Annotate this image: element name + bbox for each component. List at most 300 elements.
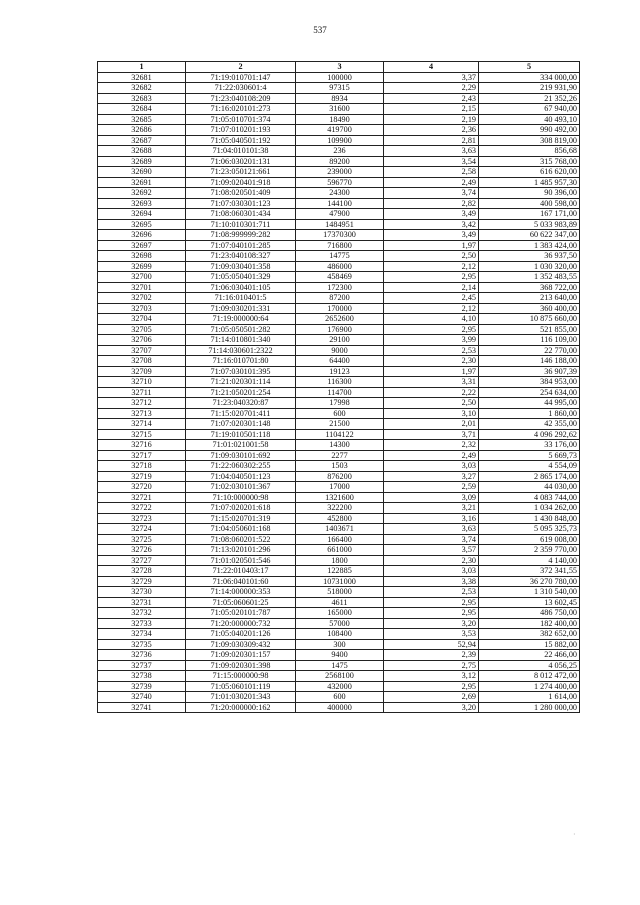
area-value-cell: 2568100: [296, 671, 384, 682]
cadastral-number-cell: 71:05:050501:282: [186, 324, 296, 335]
specific-index-cell: 2,29: [384, 83, 479, 94]
record-number-cell: 32735: [98, 639, 186, 650]
area-value-cell: 1104122: [296, 429, 384, 440]
record-number-cell: 32687: [98, 135, 186, 146]
specific-index-cell: 2,69: [384, 692, 479, 703]
cadastral-number-cell: 71:05:060101:119: [186, 681, 296, 692]
table-row: [98, 555, 580, 566]
specific-index-cell: 2,14: [384, 282, 479, 293]
area-value-cell: 116300: [296, 377, 384, 388]
cadastral-number-cell: 71:20:000000:732: [186, 618, 296, 629]
table-row: [98, 429, 580, 440]
record-number-cell: 32708: [98, 356, 186, 367]
record-number-cell: 32733: [98, 618, 186, 629]
cadastral-value-cell: 182 400,00: [479, 618, 580, 629]
table-row: [98, 272, 580, 283]
cadastral-number-cell: 71:07:020301:148: [186, 419, 296, 430]
cadastral-number-cell: 71:09:020401:918: [186, 177, 296, 188]
specific-index-cell: 3,74: [384, 188, 479, 199]
record-number-cell: 32688: [98, 146, 186, 157]
table-row: [98, 156, 580, 167]
area-value-cell: 432000: [296, 681, 384, 692]
area-value-cell: 170000: [296, 303, 384, 314]
cadastral-value-cell: 254 634,00: [479, 387, 580, 398]
cadastral-value-cell: 33 176,00: [479, 440, 580, 451]
cadastral-number-cell: 71:05:040201:126: [186, 629, 296, 640]
cadastral-number-cell: 71:23:040108:327: [186, 251, 296, 262]
specific-index-cell: 3,09: [384, 492, 479, 503]
specific-index-cell: 3,12: [384, 671, 479, 682]
table-row: [98, 198, 580, 209]
area-value-cell: 8934: [296, 93, 384, 104]
area-value-cell: 876200: [296, 471, 384, 482]
record-number-cell: 32682: [98, 83, 186, 94]
table-row: [98, 482, 580, 493]
specific-index-cell: 3,38: [384, 576, 479, 587]
cadastral-value-cell: 36 907,39: [479, 366, 580, 377]
specific-index-cell: 3,10: [384, 408, 479, 419]
table-row: [98, 135, 580, 146]
cadastral-number-cell: 71:01:021001:58: [186, 440, 296, 451]
cadastral-value-cell: 372 341,55: [479, 566, 580, 577]
table-row: [98, 450, 580, 461]
table-row: [98, 534, 580, 545]
area-value-cell: 17370300: [296, 230, 384, 241]
cadastral-number-cell: 71:21:050201:254: [186, 387, 296, 398]
cadastral-value-cell: 13 602,45: [479, 597, 580, 608]
record-number-cell: 32732: [98, 608, 186, 619]
cadastral-value-cell: 36 270 780,00: [479, 576, 580, 587]
record-number-cell: 32695: [98, 219, 186, 230]
cadastral-value-cell: 213 640,00: [479, 293, 580, 304]
specific-index-cell: 2,95: [384, 324, 479, 335]
area-value-cell: 419700: [296, 125, 384, 136]
cadastral-value-cell: 22 466,00: [479, 650, 580, 661]
cadastral-number-cell: 71:01:020501:546: [186, 555, 296, 566]
record-number-cell: 32681: [98, 72, 186, 83]
cadastral-value-cell: 2 359 770,00: [479, 545, 580, 556]
cadastral-number-cell: 71:02:030101:367: [186, 482, 296, 493]
record-number-cell: 32702: [98, 293, 186, 304]
specific-index-cell: 3,74: [384, 534, 479, 545]
area-value-cell: 24300: [296, 188, 384, 199]
cadastral-value-cell: 990 492,00: [479, 125, 580, 136]
table-row: [98, 681, 580, 692]
specific-index-cell: 2,43: [384, 93, 479, 104]
cadastral-value-cell: 21 352,26: [479, 93, 580, 104]
record-number-cell: 32714: [98, 419, 186, 430]
header-col-4: 4: [384, 62, 479, 73]
cadastral-value-cell: 400 598,00: [479, 198, 580, 209]
area-value-cell: 29100: [296, 335, 384, 346]
specific-index-cell: 2,58: [384, 167, 479, 178]
cadastral-value-cell: 42 355,00: [479, 419, 580, 430]
record-number-cell: 32711: [98, 387, 186, 398]
record-number-cell: 32696: [98, 230, 186, 241]
cadastral-number-cell: 71:16:010401:5: [186, 293, 296, 304]
cadastral-value-cell: 1 860,00: [479, 408, 580, 419]
specific-index-cell: 2,45: [384, 293, 479, 304]
table-row: [98, 587, 580, 598]
area-value-cell: 452800: [296, 513, 384, 524]
cadastral-number-cell: 71:09:020301:157: [186, 650, 296, 661]
area-value-cell: 122885: [296, 566, 384, 577]
specific-index-cell: 1,97: [384, 366, 479, 377]
cadastral-number-cell: 71:04:040501:123: [186, 471, 296, 482]
record-number-cell: 32712: [98, 398, 186, 409]
table-row: [98, 702, 580, 713]
table-row: [98, 492, 580, 503]
cadastral-value-cell: 1 034 262,00: [479, 503, 580, 514]
area-value-cell: 166400: [296, 534, 384, 545]
table-row: [98, 356, 580, 367]
area-value-cell: 87200: [296, 293, 384, 304]
cadastral-number-cell: 71:15:000000:98: [186, 671, 296, 682]
area-value-cell: 165000: [296, 608, 384, 619]
specific-index-cell: 2,12: [384, 261, 479, 272]
cadastral-number-cell: 71:08:060201:522: [186, 534, 296, 545]
specific-index-cell: 2,59: [384, 482, 479, 493]
specific-index-cell: 2,30: [384, 555, 479, 566]
specific-index-cell: 3,42: [384, 219, 479, 230]
record-number-cell: 32722: [98, 503, 186, 514]
specific-index-cell: 3,49: [384, 209, 479, 220]
cadastral-number-cell: 71:22:030601:4: [186, 83, 296, 94]
cadastral-number-cell: 71:19:000000:64: [186, 314, 296, 325]
record-number-cell: 32736: [98, 650, 186, 661]
table-row: [98, 240, 580, 251]
cadastral-number-cell: 71:19:010501:118: [186, 429, 296, 440]
specific-index-cell: 2,53: [384, 587, 479, 598]
cadastral-value-cell: 44 995,00: [479, 398, 580, 409]
record-number-cell: 32731: [98, 597, 186, 608]
table-row: [98, 629, 580, 640]
record-number-cell: 32701: [98, 282, 186, 293]
record-number-cell: 32715: [98, 429, 186, 440]
cadastral-number-cell: 71:15:020701:319: [186, 513, 296, 524]
cadastral-number-cell: 71:09:030309:432: [186, 639, 296, 650]
cadastral-value-cell: 368 722,00: [479, 282, 580, 293]
cadastral-value-cell: 1 352 483,55: [479, 272, 580, 283]
table-row: [98, 576, 580, 587]
area-value-cell: 18490: [296, 114, 384, 125]
cadastral-value-cell: 146 188,00: [479, 356, 580, 367]
specific-index-cell: 2,39: [384, 650, 479, 661]
specific-index-cell: 2,49: [384, 450, 479, 461]
record-number-cell: 32703: [98, 303, 186, 314]
record-number-cell: 32734: [98, 629, 186, 640]
margin-mark: ·: [573, 830, 576, 839]
table-row: [98, 692, 580, 703]
area-value-cell: 144100: [296, 198, 384, 209]
area-value-cell: 518000: [296, 587, 384, 598]
cadastral-value-cell: 5 669,73: [479, 450, 580, 461]
record-number-cell: 32728: [98, 566, 186, 577]
specific-index-cell: 3,71: [384, 429, 479, 440]
record-number-cell: 32706: [98, 335, 186, 346]
cadastral-number-cell: 71:16:010701:80: [186, 356, 296, 367]
cadastral-value-cell: 116 109,00: [479, 335, 580, 346]
table-row: [98, 146, 580, 157]
specific-index-cell: 2,19: [384, 114, 479, 125]
cadastral-number-cell: 71:19:010701:147: [186, 72, 296, 83]
cadastral-number-cell: 71:05:010701:374: [186, 114, 296, 125]
table-row: [98, 251, 580, 262]
cadastral-number-cell: 71:23:040108:209: [186, 93, 296, 104]
cadastral-number-cell: 71:07:030101:395: [186, 366, 296, 377]
record-number-cell: 32725: [98, 534, 186, 545]
area-value-cell: 1403671: [296, 524, 384, 535]
area-value-cell: 600: [296, 692, 384, 703]
cadastral-number-cell: 71:07:020201:618: [186, 503, 296, 514]
cadastral-value-cell: 308 819,00: [479, 135, 580, 146]
record-number-cell: 32720: [98, 482, 186, 493]
cadastral-value-cell: 8 012 472,00: [479, 671, 580, 682]
header-col-5: 5: [479, 62, 580, 73]
area-value-cell: 1321600: [296, 492, 384, 503]
table-row: [98, 660, 580, 671]
specific-index-cell: 2,32: [384, 440, 479, 451]
record-number-cell: 32737: [98, 660, 186, 671]
cadastral-value-cell: 167 171,00: [479, 209, 580, 220]
page-number: 537: [313, 25, 327, 35]
table-row: [98, 639, 580, 650]
specific-index-cell: 2,50: [384, 398, 479, 409]
cadastral-number-cell: 71:08:020501:409: [186, 188, 296, 199]
record-number-cell: 32710: [98, 377, 186, 388]
area-value-cell: 14775: [296, 251, 384, 262]
cadastral-value-cell: 10 875 660,00: [479, 314, 580, 325]
cadastral-value-cell: 1 485 957,30: [479, 177, 580, 188]
cadastral-number-cell: 71:08:999999:282: [186, 230, 296, 241]
record-number-cell: 32740: [98, 692, 186, 703]
table-row: [98, 503, 580, 514]
cadastral-value-cell: 40 493,10: [479, 114, 580, 125]
header-row: [98, 62, 580, 73]
cadastral-value-cell: 334 000,00: [479, 72, 580, 83]
specific-index-cell: 3,03: [384, 461, 479, 472]
area-value-cell: 176900: [296, 324, 384, 335]
specific-index-cell: 2,22: [384, 387, 479, 398]
specific-index-cell: 52,94: [384, 639, 479, 650]
table-row: [98, 408, 580, 419]
area-value-cell: 1475: [296, 660, 384, 671]
area-value-cell: 9000: [296, 345, 384, 356]
cadastral-number-cell: 71:01:030201:343: [186, 692, 296, 703]
cadastral-value-cell: 1 274 400,00: [479, 681, 580, 692]
table-row: [98, 261, 580, 272]
specific-index-cell: 2,12: [384, 303, 479, 314]
area-value-cell: 21500: [296, 419, 384, 430]
record-number-cell: 32718: [98, 461, 186, 472]
area-value-cell: 1800: [296, 555, 384, 566]
record-number-cell: 32721: [98, 492, 186, 503]
table-row: [98, 440, 580, 451]
table-row: [98, 104, 580, 115]
specific-index-cell: 3,57: [384, 545, 479, 556]
table-row: [98, 209, 580, 220]
record-number-cell: 32738: [98, 671, 186, 682]
cadastral-value-cell: 619 008,00: [479, 534, 580, 545]
area-value-cell: 239000: [296, 167, 384, 178]
cadastral-number-cell: 71:06:030401:105: [186, 282, 296, 293]
table-header: [98, 62, 580, 73]
specific-index-cell: 3,63: [384, 524, 479, 535]
table-row: [98, 335, 580, 346]
cadastral-value-cell: 315 768,00: [479, 156, 580, 167]
table-row: [98, 608, 580, 619]
record-number-cell: 32724: [98, 524, 186, 535]
cadastral-value-cell: 1 310 540,00: [479, 587, 580, 598]
area-value-cell: 4611: [296, 597, 384, 608]
table-row: [98, 114, 580, 125]
specific-index-cell: 3,20: [384, 618, 479, 629]
record-number-cell: 32719: [98, 471, 186, 482]
cadastral-number-cell: 71:05:050401:329: [186, 272, 296, 283]
area-value-cell: 596770: [296, 177, 384, 188]
cadastral-number-cell: 71:10:000000:98: [186, 492, 296, 503]
cadastral-value-cell: 219 931,90: [479, 83, 580, 94]
cadastral-value-cell: 4 056,25: [479, 660, 580, 671]
table-row: [98, 671, 580, 682]
cadastral-value-cell: 382 652,00: [479, 629, 580, 640]
table-row: [98, 188, 580, 199]
specific-index-cell: 3,63: [384, 146, 479, 157]
cadastral-number-cell: 71:13:020101:296: [186, 545, 296, 556]
specific-index-cell: 2,01: [384, 419, 479, 430]
record-number-cell: 32729: [98, 576, 186, 587]
table-row: [98, 282, 580, 293]
table-row: [98, 314, 580, 325]
area-value-cell: 172300: [296, 282, 384, 293]
cadastral-value-cell: 67 940,00: [479, 104, 580, 115]
record-number-cell: 32694: [98, 209, 186, 220]
area-value-cell: 89200: [296, 156, 384, 167]
specific-index-cell: 2,95: [384, 597, 479, 608]
cadastral-number-cell: 71:23:040320:87: [186, 398, 296, 409]
record-number-cell: 32691: [98, 177, 186, 188]
record-number-cell: 32699: [98, 261, 186, 272]
area-value-cell: 300: [296, 639, 384, 650]
table-row: [98, 230, 580, 241]
cadastral-value-cell: 486 750,00: [479, 608, 580, 619]
specific-index-cell: 2,36: [384, 125, 479, 136]
area-value-cell: 2652600: [296, 314, 384, 325]
cadastral-number-cell: 71:22:060302:255: [186, 461, 296, 472]
table-row: [98, 398, 580, 409]
specific-index-cell: 3,20: [384, 702, 479, 713]
specific-index-cell: 2,82: [384, 198, 479, 209]
specific-index-cell: 3,99: [384, 335, 479, 346]
table-row: [98, 293, 580, 304]
cadastral-value-table: [97, 61, 580, 713]
area-value-cell: 458469: [296, 272, 384, 283]
cadastral-number-cell: 71:14:000000:353: [186, 587, 296, 598]
specific-index-cell: 2,53: [384, 345, 479, 356]
cadastral-value-cell: 1 614,00: [479, 692, 580, 703]
cadastral-number-cell: 71:09:030101:692: [186, 450, 296, 461]
header-col-3: 3: [296, 62, 384, 73]
record-number-cell: 32716: [98, 440, 186, 451]
area-value-cell: 400000: [296, 702, 384, 713]
area-value-cell: 1503: [296, 461, 384, 472]
cadastral-number-cell: 71:07:040101:285: [186, 240, 296, 251]
record-number-cell: 32739: [98, 681, 186, 692]
table-row: [98, 524, 580, 535]
cadastral-value-cell: 4 096 292,62: [479, 429, 580, 440]
area-value-cell: 600: [296, 408, 384, 419]
record-number-cell: 32709: [98, 366, 186, 377]
table-row: [98, 566, 580, 577]
cadastral-number-cell: 71:09:030201:331: [186, 303, 296, 314]
area-value-cell: 716800: [296, 240, 384, 251]
specific-index-cell: 3,21: [384, 503, 479, 514]
cadastral-value-cell: 856,68: [479, 146, 580, 157]
cadastral-value-cell: 4 140,00: [479, 555, 580, 566]
cadastral-number-cell: 71:21:020301:114: [186, 377, 296, 388]
area-value-cell: 322200: [296, 503, 384, 514]
area-value-cell: 17000: [296, 482, 384, 493]
specific-index-cell: 2,81: [384, 135, 479, 146]
specific-index-cell: 3,16: [384, 513, 479, 524]
table-row: [98, 471, 580, 482]
cadastral-number-cell: 71:08:060301:434: [186, 209, 296, 220]
cadastral-value-cell: 5 033 983,89: [479, 219, 580, 230]
cadastral-value-cell: 22 770,00: [479, 345, 580, 356]
record-number-cell: 32693: [98, 198, 186, 209]
area-value-cell: 9400: [296, 650, 384, 661]
area-value-cell: 114700: [296, 387, 384, 398]
cadastral-value-cell: 36 937,50: [479, 251, 580, 262]
cadastral-number-cell: 71:04:050601:168: [186, 524, 296, 535]
table-row: [98, 461, 580, 472]
cadastral-value-cell: 15 882,00: [479, 639, 580, 650]
specific-index-cell: 3,54: [384, 156, 479, 167]
specific-index-cell: 1,97: [384, 240, 479, 251]
area-value-cell: 2277: [296, 450, 384, 461]
specific-index-cell: 4,10: [384, 314, 479, 325]
specific-index-cell: 3,31: [384, 377, 479, 388]
table-row: [98, 545, 580, 556]
specific-index-cell: 2,75: [384, 660, 479, 671]
specific-index-cell: 2,30: [384, 356, 479, 367]
cadastral-number-cell: 71:14:030601:2322: [186, 345, 296, 356]
area-value-cell: 47900: [296, 209, 384, 220]
record-number-cell: 32704: [98, 314, 186, 325]
cadastral-number-cell: 71:10:010301:711: [186, 219, 296, 230]
record-number-cell: 32705: [98, 324, 186, 335]
table-row: [98, 345, 580, 356]
cadastral-number-cell: 71:15:020701:411: [186, 408, 296, 419]
cadastral-value-cell: 1 383 424,00: [479, 240, 580, 251]
table-row: [98, 219, 580, 230]
cadastral-value-cell: 521 855,00: [479, 324, 580, 335]
area-value-cell: 97315: [296, 83, 384, 94]
table-row: [98, 324, 580, 335]
specific-index-cell: 2,95: [384, 272, 479, 283]
record-number-cell: 32684: [98, 104, 186, 115]
area-value-cell: 486000: [296, 261, 384, 272]
cadastral-number-cell: 71:09:030401:358: [186, 261, 296, 272]
record-number-cell: 32685: [98, 114, 186, 125]
specific-index-cell: 3,27: [384, 471, 479, 482]
cadastral-number-cell: 71:04:010101:38: [186, 146, 296, 157]
record-number-cell: 32700: [98, 272, 186, 283]
table-row: [98, 597, 580, 608]
specific-index-cell: 3,53: [384, 629, 479, 640]
record-number-cell: 32730: [98, 587, 186, 598]
cadastral-value-cell: 1 030 320,00: [479, 261, 580, 272]
